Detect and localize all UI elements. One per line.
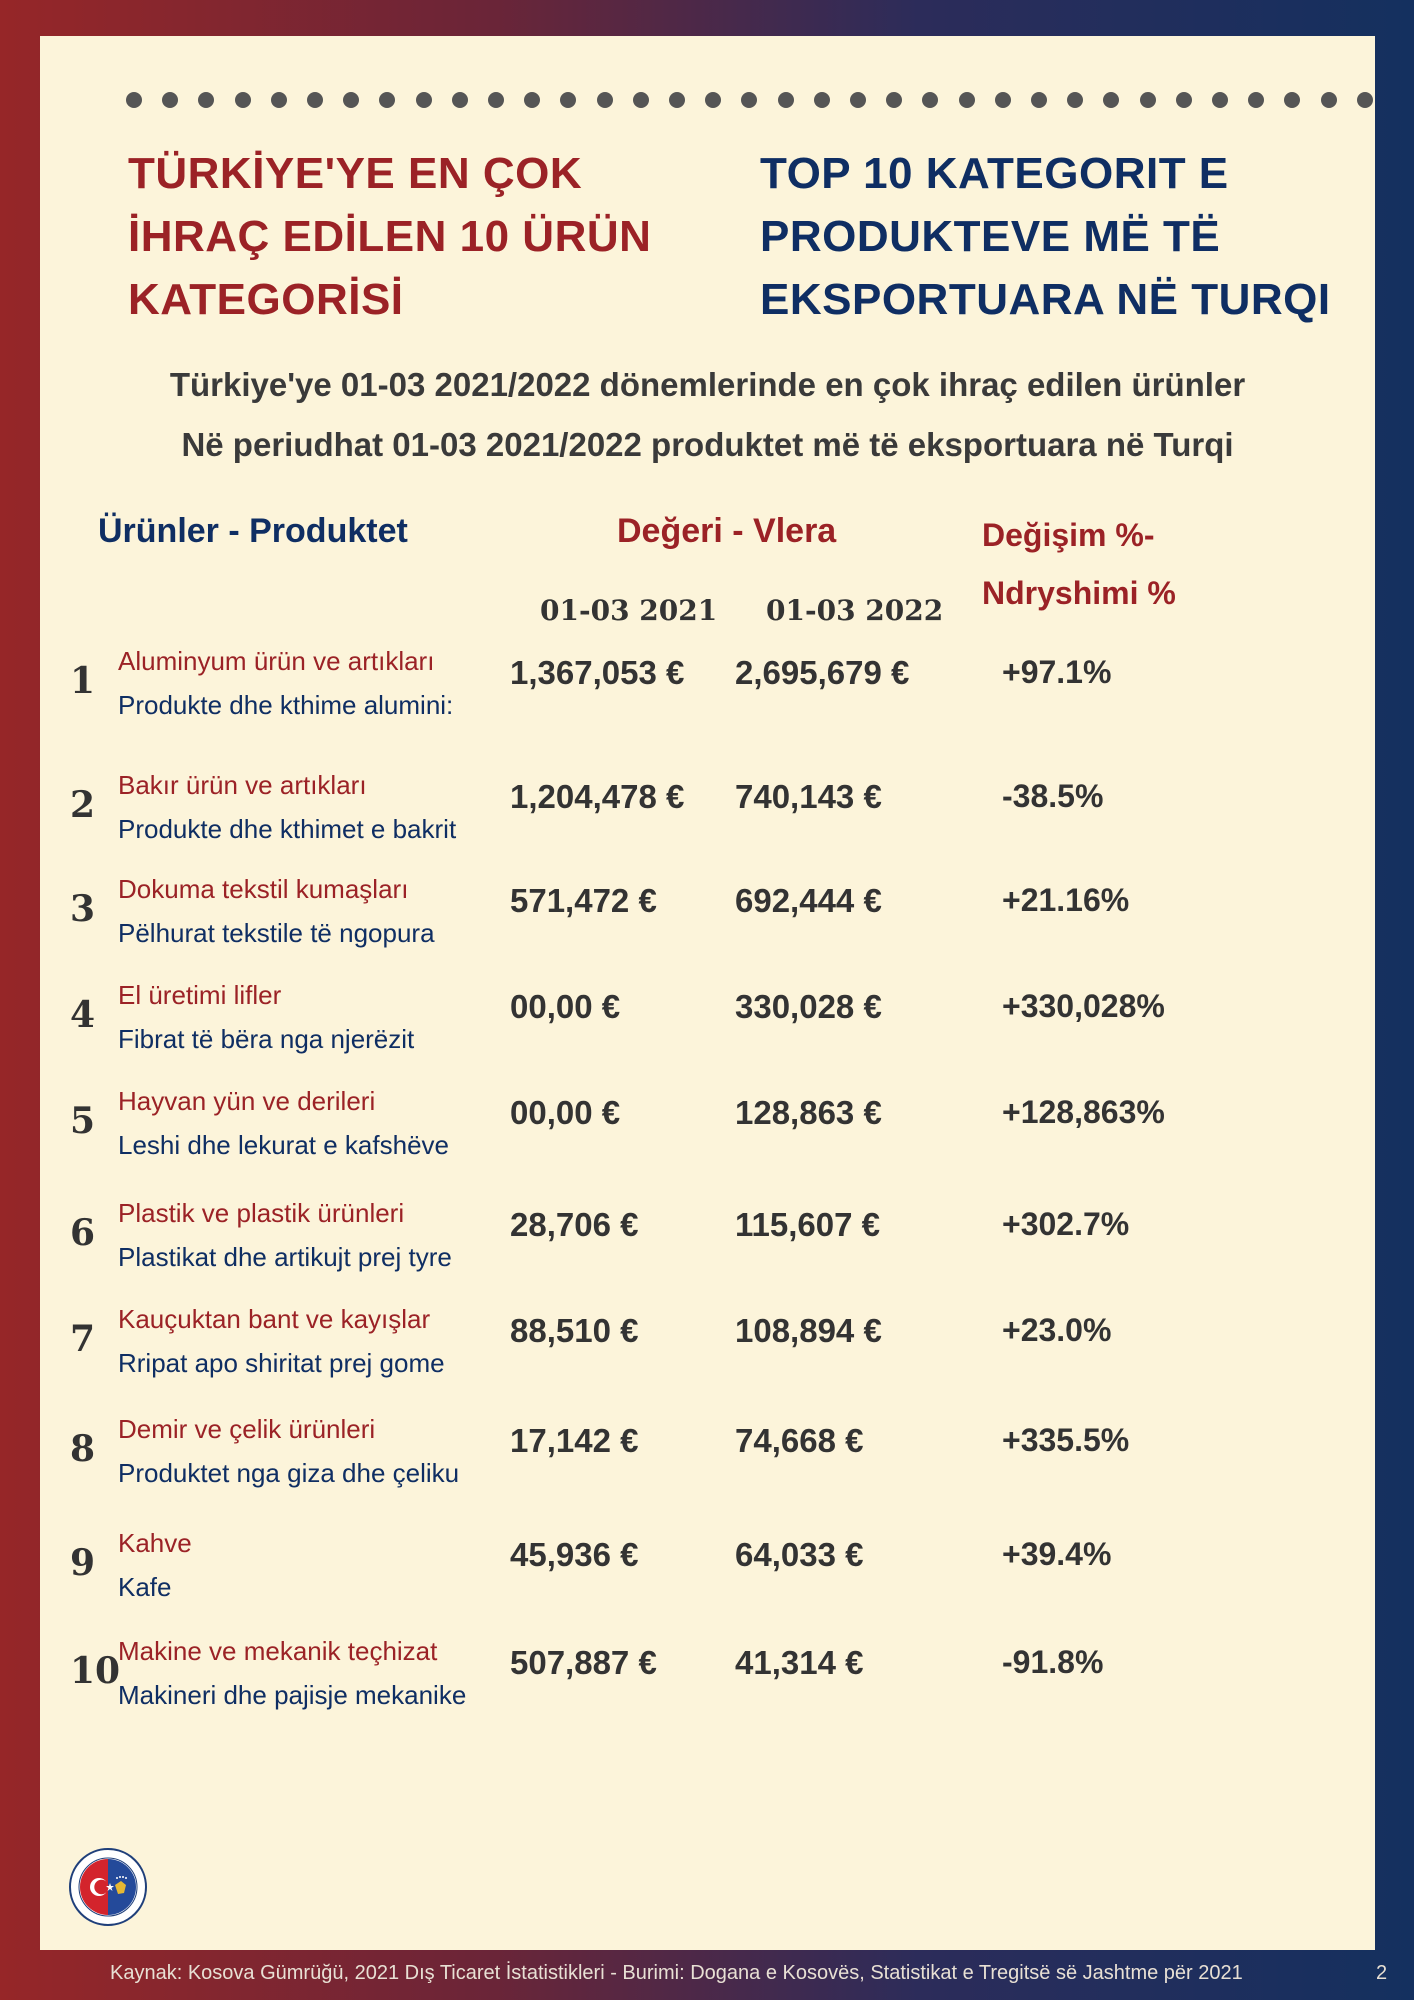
dotted-divider (126, 92, 1366, 112)
row-number: 5 (70, 1100, 96, 1142)
row-number: 3 (70, 888, 96, 930)
product-name-turkish: Aluminyum ürün ve artıkları (118, 646, 435, 676)
value-2022: 74,668 € (735, 1422, 864, 1459)
table-row (40, 1198, 1375, 1288)
product-name-albanian: Plastikat dhe artikujt prej tyre (118, 1242, 452, 1272)
divider-dot (1103, 92, 1119, 108)
value-2022: 692,444 € (735, 882, 882, 919)
divider-dot (669, 92, 685, 108)
value-2022: 2,695,679 € (735, 654, 910, 691)
value-2021: 00,00 € (510, 1094, 621, 1131)
change-percent: +21.16% (1002, 882, 1130, 918)
change-percent: +23.0% (1002, 1312, 1112, 1348)
divider-dot (1176, 92, 1192, 108)
footer-source: Kaynak: Kosova Gümrüğü, 2021 Dış Ticaret İstatistikleri - Burimi: Dogana e Kosovës, Statistikat e Tregitsë së Jashtme për 2021 (110, 1962, 1243, 1984)
row-number: 2 (70, 784, 96, 826)
product-name-albanian: Kafe (118, 1572, 172, 1602)
table-row (40, 770, 1375, 860)
header-change: Değişim %- Ndryshimi % (982, 517, 1176, 611)
product-name-albanian: Makineri dhe pajisje mekanike (118, 1680, 467, 1710)
divider-dot (850, 92, 866, 108)
divider-dot (1067, 92, 1083, 108)
change-percent: -91.8% (1002, 1644, 1104, 1680)
value-2022: 64,033 € (735, 1536, 864, 1573)
row-number: 1 (70, 660, 96, 702)
divider-dot (995, 92, 1011, 108)
header-value: Değeri - Vlera (617, 512, 837, 550)
divider-dot (1212, 92, 1228, 108)
value-2022: 128,863 € (735, 1094, 882, 1131)
divider-dot (1031, 92, 1047, 108)
table-row (40, 980, 1375, 1070)
table-row (40, 646, 1375, 736)
change-percent: +97.1% (1002, 654, 1112, 690)
product-name-albanian: Rripat apo shiritat prej gome (118, 1348, 445, 1378)
chamber-seal-logo (68, 1847, 148, 1927)
table-row (40, 1086, 1375, 1176)
divider-dot (162, 92, 178, 108)
divider-dot (1248, 92, 1264, 108)
table-row (40, 1414, 1375, 1504)
divider-dot (633, 92, 649, 108)
value-2021: 507,887 € (510, 1644, 657, 1681)
divider-dot (1357, 92, 1373, 108)
product-name-turkish: Plastik ve plastik ürünleri (118, 1198, 405, 1228)
divider-dot (416, 92, 432, 108)
value-2022: 115,607 € (735, 1206, 880, 1243)
product-name-turkish: Kahve (118, 1528, 192, 1558)
divider-dot (343, 92, 359, 108)
divider-dot (922, 92, 938, 108)
divider-dot (886, 92, 902, 108)
divider-dot (1284, 92, 1300, 108)
value-2021: 00,00 € (510, 988, 621, 1025)
change-percent: +302.7% (1002, 1206, 1130, 1242)
change-percent: +128,863% (1002, 1094, 1165, 1130)
product-name-albanian: Produkte dhe kthimet e bakrit (118, 814, 457, 844)
page-frame (40, 36, 1375, 1950)
title-turkish: TÜRKİYE'YE EN ÇOK İHRAÇ EDİLEN 10 ÜRÜN KATEGORİSİ (128, 149, 652, 324)
row-number: 4 (70, 994, 96, 1036)
value-2022: 330,028 € (735, 988, 882, 1025)
footer (0, 1956, 1414, 2000)
divider-dot (741, 92, 757, 108)
subtitle-albanian: Në periudhat 01-03 2021/2022 produktet më të eksportuara në Turqi (181, 426, 1234, 463)
subtitle-turkish: Türkiye'ye 01-03 2021/2022 dönemlerinde en çok ihraç edilen ürünler (169, 366, 1246, 403)
row-number: 6 (70, 1212, 96, 1254)
product-name-turkish: El üretimi lifler (118, 980, 282, 1010)
divider-dot (560, 92, 576, 108)
table-row (40, 1304, 1375, 1394)
value-2022: 41,314 € (735, 1644, 864, 1681)
change-percent: -38.5% (1002, 778, 1104, 814)
change-percent: +39.4% (1002, 1536, 1112, 1572)
divider-dot (597, 92, 613, 108)
divider-dot (126, 92, 142, 108)
page-number: 2 (1376, 1962, 1388, 1984)
change-percent: +335.5% (1002, 1422, 1130, 1458)
divider-dot (488, 92, 504, 108)
row-number: 9 (70, 1542, 96, 1584)
product-name-turkish: Hayvan yün ve derileri (118, 1086, 376, 1116)
divider-dot (271, 92, 287, 108)
value-2021: 1,367,053 € (510, 654, 685, 691)
divider-dot (778, 92, 794, 108)
product-name-albanian: Fibrat të bëra nga njerëzit (118, 1024, 415, 1054)
value-2021: 17,142 € (510, 1422, 639, 1459)
divider-dot (524, 92, 540, 108)
product-name-turkish: Bakır ürün ve artıkları (118, 770, 367, 800)
product-name-turkish: Kauçuktan bant ve kayışlar (118, 1304, 431, 1334)
product-name-turkish: Demir ve çelik ürünleri (118, 1414, 376, 1444)
value-2021: 571,472 € (510, 882, 657, 919)
header-year-2021: 01-03 2021 (540, 594, 718, 627)
row-number: 10 (70, 1650, 121, 1692)
divider-dot (235, 92, 251, 108)
divider-dot (959, 92, 975, 108)
divider-dot (307, 92, 323, 108)
product-name-turkish: Makine ve mekanik teçhizat (118, 1636, 438, 1666)
table-row (40, 874, 1375, 964)
product-name-albanian: Pëlhurat tekstile të ngopura (118, 918, 435, 948)
row-number: 8 (70, 1428, 96, 1470)
header-products: Ürünler - Produktet (98, 512, 408, 550)
product-name-albanian: Produktet nga giza dhe çeliku (118, 1458, 460, 1488)
change-percent: +330,028% (1002, 988, 1165, 1024)
product-name-albanian: Produkte dhe kthime alumini: (118, 690, 454, 720)
divider-dot (198, 92, 214, 108)
value-2022: 740,143 € (735, 778, 882, 815)
value-2021: 1,204,478 € (510, 778, 685, 815)
header-year-2022: 01-03 2022 (766, 594, 944, 627)
divider-dot (379, 92, 395, 108)
divider-dot (452, 92, 468, 108)
divider-dot (1140, 92, 1156, 108)
table-row (40, 1636, 1375, 1726)
divider-dot (814, 92, 830, 108)
divider-dot (705, 92, 721, 108)
product-name-turkish: Dokuma tekstil kumaşları (118, 874, 409, 904)
product-name-albanian: Leshi dhe lekurat e kafshëve (118, 1130, 449, 1160)
value-2022: 108,894 € (735, 1312, 882, 1349)
value-2021: 28,706 € (510, 1206, 639, 1243)
table-row (40, 1528, 1375, 1618)
value-2021: 88,510 € (510, 1312, 639, 1349)
title-albanian: TOP 10 KATEGORIT E PRODUKTEVE MË TË EKSPORTUARA NË TURQI (760, 149, 1331, 324)
row-number: 7 (70, 1318, 96, 1360)
divider-dot (1321, 92, 1337, 108)
value-2021: 45,936 € (510, 1536, 639, 1573)
